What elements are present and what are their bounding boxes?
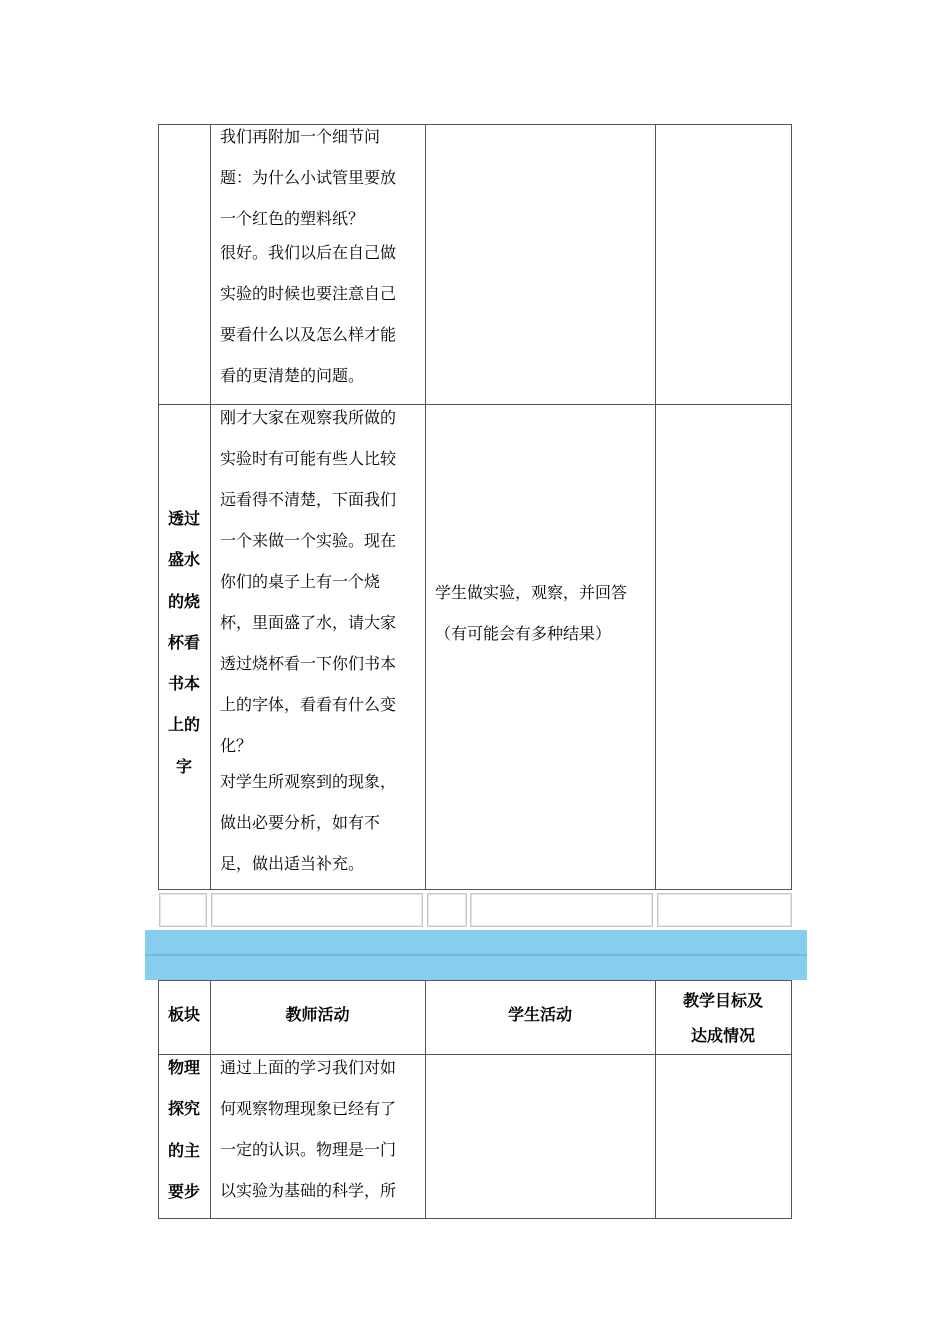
section-label-cell bbox=[158, 1047, 210, 1212]
section-label-line: 书本 bbox=[167, 674, 200, 694]
text-line: 以实验为基础的科学，所 bbox=[220, 1181, 397, 1200]
empty-table-row bbox=[157, 890, 793, 930]
text-line: 一个来做一个实验。现在 bbox=[220, 531, 397, 550]
header-section: 板块 bbox=[167, 1005, 200, 1024]
text-line: 看的更清楚的问题。 bbox=[220, 366, 365, 385]
section-label-line: 物理 bbox=[167, 1058, 200, 1077]
text-line: 足，做出适当补充。 bbox=[220, 854, 365, 873]
table2-top-border bbox=[158, 980, 792, 981]
text-line: 很好。我们以后在自己做 bbox=[220, 243, 397, 262]
table2-bottom-border bbox=[158, 1218, 792, 1219]
text-line: 实验时有可能有些人比较 bbox=[220, 449, 397, 468]
empty-cell bbox=[427, 893, 467, 927]
text-line: 我们再附加一个细节问 bbox=[220, 127, 381, 146]
text-line: 一定的认识。物理是一门 bbox=[220, 1140, 397, 1159]
header-goals bbox=[655, 983, 791, 1053]
section-label-line: 的主 bbox=[167, 1140, 200, 1160]
section-label-line: 盛水 bbox=[167, 550, 200, 570]
empty-cell bbox=[159, 893, 207, 927]
text-line: 学生做实验，观察，并回答 bbox=[435, 583, 628, 602]
section-label-line: 的烧 bbox=[167, 591, 200, 611]
section-label-cell bbox=[158, 498, 210, 787]
empty-cell bbox=[470, 893, 653, 927]
separator-line bbox=[145, 954, 807, 956]
section-label-line: 上的 bbox=[167, 715, 200, 735]
teacher-activity-cell bbox=[220, 397, 396, 884]
text-line: 上的字体，看看有什么变 bbox=[220, 695, 397, 714]
section-label-line: 字 bbox=[175, 756, 192, 776]
text-line: 题：为什么小试管里要放 bbox=[220, 168, 397, 187]
text-line: 对学生所观察到的现象， bbox=[220, 772, 397, 791]
section-label-line: 杯看 bbox=[167, 632, 200, 652]
section-label-line: 探究 bbox=[167, 1099, 200, 1119]
table2-col-border-5 bbox=[791, 980, 792, 1219]
header-teacher-activity: 教师活动 bbox=[285, 1005, 350, 1024]
student-activity-cell bbox=[435, 572, 627, 654]
text-line: 透过烧杯看一下你们书本 bbox=[220, 654, 397, 673]
header-student-activity: 学生活动 bbox=[507, 1005, 572, 1024]
text-line: 通过上面的学习我们对如 bbox=[220, 1058, 397, 1077]
text-line: 远看得不清楚，下面我们 bbox=[220, 490, 397, 509]
text-line: 实验的时候也要注意自己 bbox=[220, 284, 397, 303]
table1-col-border-5 bbox=[791, 124, 792, 890]
empty-cell bbox=[657, 893, 792, 927]
section-separator-band bbox=[145, 930, 807, 980]
text-line: 你们的桌子上有一个烧 bbox=[220, 572, 381, 591]
text-line: 要看什么以及怎么样才能 bbox=[220, 325, 397, 344]
header-goals-line: 教学目标及 bbox=[682, 991, 763, 1010]
empty-cell bbox=[211, 893, 423, 927]
table1-col-border-4 bbox=[655, 124, 656, 890]
teacher-activity-cell bbox=[220, 1047, 396, 1211]
table1-col-border-3 bbox=[425, 124, 426, 890]
header-goals-line: 达成情况 bbox=[690, 1026, 755, 1045]
text-line: 化？ bbox=[220, 736, 253, 755]
text-line: 做出必要分析，如有不 bbox=[220, 813, 381, 832]
section-label-line: 要步 bbox=[167, 1181, 200, 1201]
teacher-activity-cell bbox=[220, 116, 396, 396]
text-line: 杯，里面盛了水，请大家 bbox=[220, 613, 397, 632]
section-label-line: 透过 bbox=[167, 509, 200, 528]
text-line: 一个红色的塑料纸？ bbox=[220, 209, 365, 228]
text-line: 何观察物理现象已经有了 bbox=[220, 1099, 397, 1118]
table1-col-border-2 bbox=[210, 124, 211, 890]
text-line: （有可能会有多种结果） bbox=[435, 624, 612, 643]
text-line: 刚才大家在观察我所做的 bbox=[220, 408, 397, 427]
